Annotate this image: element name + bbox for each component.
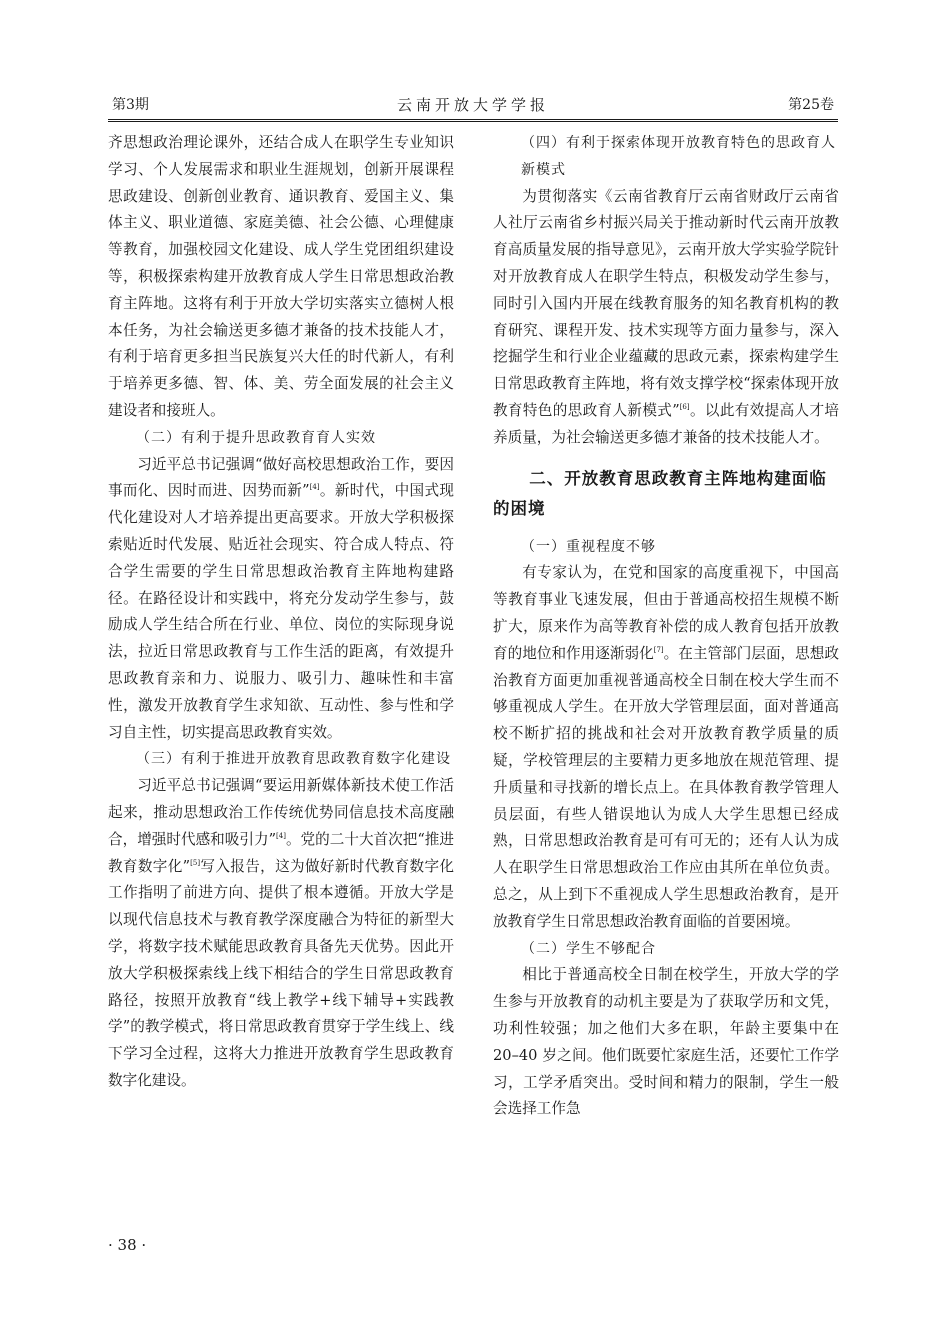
subsection-heading: （一）重视程度不够 [521, 538, 656, 555]
citation-ref: [6] [679, 403, 690, 412]
header-rule-bottom [108, 121, 838, 122]
paragraph: 相比于普通高校全日制在校学生，开放大学的学生参与开放教育的动机主要是为了获取学历和文凭，功利性较强；加之他们大多在职，年龄主要集中在 20–40 岁之间。他们既要忙家庭生活，还要忙工作学习，工学矛盾突出。受时间和精力的限制，学生一般会选择工作急 [493, 966, 839, 1118]
subsection-heading: （二）有利于提升思政教育育人实效 [136, 429, 376, 446]
running-header [108, 92, 838, 118]
paragraph: 有专家认为，在党和国家的高度重视下，中国高等教育事业飞速发展，但由于普通高校招生规模不断扩大，原来作为高等教育补偿的成人教育包括开放教育的地位和作用逐渐弱化[7]。在主管部门层面，思想政治教育方面更加重视普通高校全日制在校大学生而不够重视成人学生。在开放大学管理层面，面对普通高校不断扩招的挑战和社会对开放教育教学质量的质疑，学校管理层的主要精力更多地放在规范管理、提升质量和寻找新的增长点上。在具体教育教学管理人员层面，有些人错误地认为成人大学生思想已经成熟，日常思想政治教育是可有可无的；还有人认为成人在职学生日常思想政治工作应由其所在单位负责。总之，从上到下不重视成人学生思想政治教育，是开放教育学生日常思想政治教育面临的首要困境。 [493, 564, 839, 930]
section-heading: 二、开放教育思政教育主阵地构建面临的困境 [493, 468, 827, 518]
subsection-heading: （四）有利于探索体现开放教育特色的思政育人新模式 [521, 135, 836, 178]
citation-ref: [5] [190, 858, 201, 867]
issue-number: 第3期 [112, 97, 149, 113]
citation-ref: [4] [276, 831, 286, 840]
citation-ref: [7] [653, 645, 664, 654]
paragraph: 习近平总书记强调“做好高校思想政治工作，要因事而化、因时而进、因势而新”[4]。新时代，中国式现代化建设对人才培养提出更高要求。开放大学积极探索贴近时代发展、贴近社会现实、符合成人特点、符合学生需要的学生日常思想政治教育主阵地构建路径。在路径设计和实践中，将充分发动学生参与，鼓励成人学生结合所在行业、单位、岗位的实际现身说法，拉近日常思政教育与工作生活的距离，有效提升思政教育亲和力、说服力、吸引力、趣味性和丰富性，激发开放教育学生求知欲、互动性、参与性和学习自主性，切实提高思政教育实效。 [108, 455, 454, 741]
paragraph: 习近平总书记强调“要运用新媒体新技术使工作活起来，推动思想政治工作传统优势同信息技术高度融合，增强时代感和吸引力”[4]。党的二十大首次把“推进教育数字化”[5]写入报告，这为做好新时代教育数字化工作指明了前进方向、提供了根本遵循。开放大学是以现代信息技术与教育教学深度融合为特征的新型大学，将数字技术赋能思政教育具备先天优势。因此开放大学积极探索线上线下相结合的学生日常思政教育路径，按照开放教育“线上教学+线下辅导+实践教学”的教学模式，将日常思政教育贯穿于学生线上、线下学习全过程，这将大力推进开放教育学生思政教育数字化建设。 [108, 777, 454, 1089]
journal-title: 云南开放大学学报 [396, 96, 549, 114]
citation-ref: [4] [309, 483, 320, 492]
paragraph: 为贯彻落实《云南省教育厅云南省财政厅云南省人社厅云南省乡村振兴局关于推动新时代云南开放教育高质量发展的指导意见》，云南开放大学实验学院针对开放教育成人在职学生特点，积极发动学生参与，同时引入国内开展在线教育服务的知名教育机构的教育研究、课程开发、技术实现等方面力量参与，深入挖掘学生和行业企业蕴藏的思政元素，探索构建学生日常思政教育主阵地，将有效支撑学校“探索体现开放教育特色的思政育人新模式”[6]。以此有效提高人才培养质量，为社会输送更多德才兼备的技术技能人才。 [493, 187, 839, 446]
left-column [108, 130, 454, 1095]
right-column [493, 130, 839, 1123]
paragraph: 齐思想政治理论课外，还结合成人在职学生专业知识学习、个人发展需求和职业生涯规划，创新开展课程思政建设、创新创业教育、通识教育、爱国主义、集体主义、职业道德、家庭美德、社会公德、心理健康等教育，加强校园文化建设、成人学生党团组织建设等，积极探索构建开放教育成人学生日常思想政治教育主阵地。这将有利于开放大学切实落实立德树人根本任务，为社会输送更多德才兼备的技术技能人才，有利于培育更多担当民族复兴大任的时代新人，有利于培养更多德、智、体、美、劳全面发展的社会主义建设者和接班人。 [108, 134, 454, 419]
subsection-heading: （三）有利于推进开放教育思政教育数字化建设 [136, 751, 451, 768]
header-rule-top [108, 119, 838, 120]
volume-number: 第25卷 [788, 97, 834, 113]
subsection-heading: （二）学生不够配合 [521, 940, 656, 957]
page-number: · 38 · [108, 1236, 147, 1254]
